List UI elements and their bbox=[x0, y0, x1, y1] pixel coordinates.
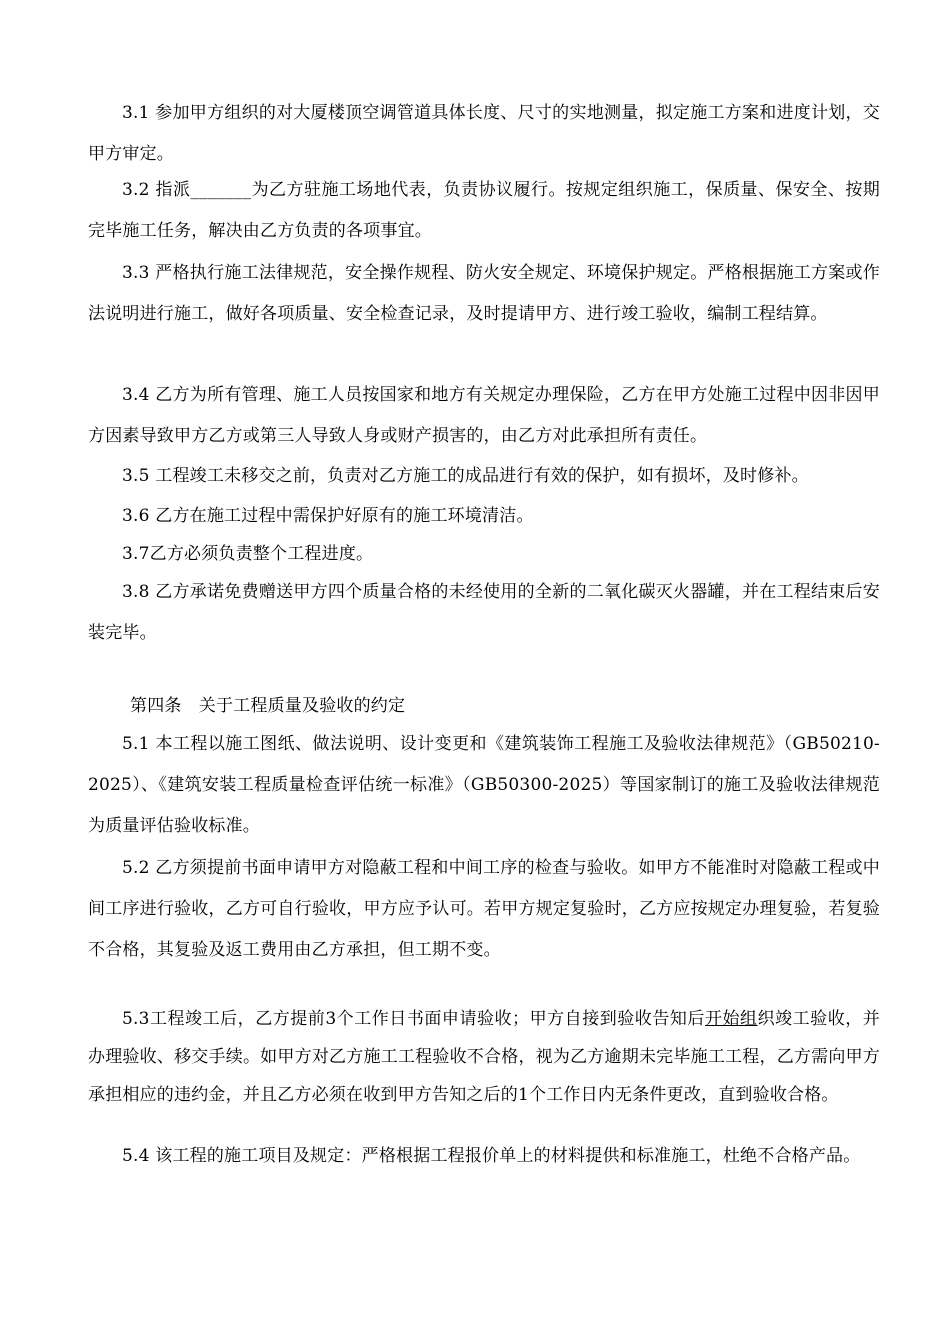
clause-3-8: 3.8 乙方承诺免费赠送甲方四个质量合格的未经使用的全新的二氧化碳灭火器罐，并在工程结束后安装完毕。 bbox=[88, 582, 880, 643]
clause-3-6: 3.6 乙方在施工过程中需保护好原有的施工环境清洁。 bbox=[122, 506, 534, 526]
clause-5-3-part-a: 5.3工程竣工后，乙方提前3个工作日书面申请验收；甲方自接到验收告知后 bbox=[122, 1009, 705, 1029]
clause-3-2: 3.2 指派_______为乙方驻施工场地代表，负责协议履行。按规定组织施工，保质量、保安全、按期完毕施工任务，解决由乙方负责的各项事宜。 bbox=[88, 180, 880, 241]
clause-3-1: 3.1 参加甲方组织的对大厦楼顶空调管道具体长度、尺寸的实地测量，拟定施工方案和进度计划，交甲方审定。 bbox=[88, 103, 880, 164]
clause-5-3-underlined: 开始组 bbox=[704, 1009, 758, 1029]
clause-5-4: 5.4 该工程的施工项目及规定：严格根据工程报价单上的材料提供和标准施工，杜绝不合格产品。 bbox=[122, 1146, 861, 1166]
clause-5-3 bbox=[88, 1000, 880, 1114]
clause-3-5: 3.5 工程竣工未移交之前，负责对乙方施工的成品进行有效的保护，如有损坏，及时修补。 bbox=[122, 466, 809, 486]
clause-5-1: 5.1 本工程以施工图纸、做法说明、设计变更和《建筑装饰工程施工及验收法律规范》（GB50210-2025）、《建筑安装工程质量检查评估统一标准》（GB50300-2025）等国家制订的施工及验收法律规范为质量评估验收标准。 bbox=[88, 734, 880, 836]
clause-3-7: 3.7乙方必须负责整个工程进度。 bbox=[122, 544, 374, 564]
section-4-heading: 第四条 关于工程质量及验收的约定 bbox=[130, 696, 406, 716]
clause-5-2: 5.2 乙方须提前书面申请甲方对隐蔽工程和中间工序的检查与验收。如甲方不能准时对隐蔽工程或中间工序进行验收，乙方可自行验收，甲方应予认可。若甲方规定复验时，乙方应按规定办理复验，若复验不合格，其复验及返工费用由乙方承担，但工期不变。 bbox=[88, 858, 880, 960]
clause-5-3-part-b: 织竣工验收，并办理验收、移交手续。如甲方对乙方施工工程验收不合格，视为乙方逾期未完毕施工工程，乙方需向甲方承担相应的违约金，并且乙方必须在收到甲方告知之后的1个工作日内无条件更改，直到验收合格。 bbox=[88, 1009, 880, 1105]
clause-3-4: 3.4 乙方为所有管理、施工人员按国家和地方有关规定办理保险，乙方在甲方处施工过程中因非因甲方因素导致甲方乙方或第三人导致人身或财产损害的，由乙方对此承担所有责任。 bbox=[88, 385, 880, 446]
clause-3-3: 3.3 严格执行施工法律规范，安全操作规程、防火安全规定、环境保护规定。严格根据施工方案或作法说明进行施工，做好各项质量、安全检查记录，及时提请甲方、进行竣工验收，编制工程结算。 bbox=[88, 263, 880, 324]
